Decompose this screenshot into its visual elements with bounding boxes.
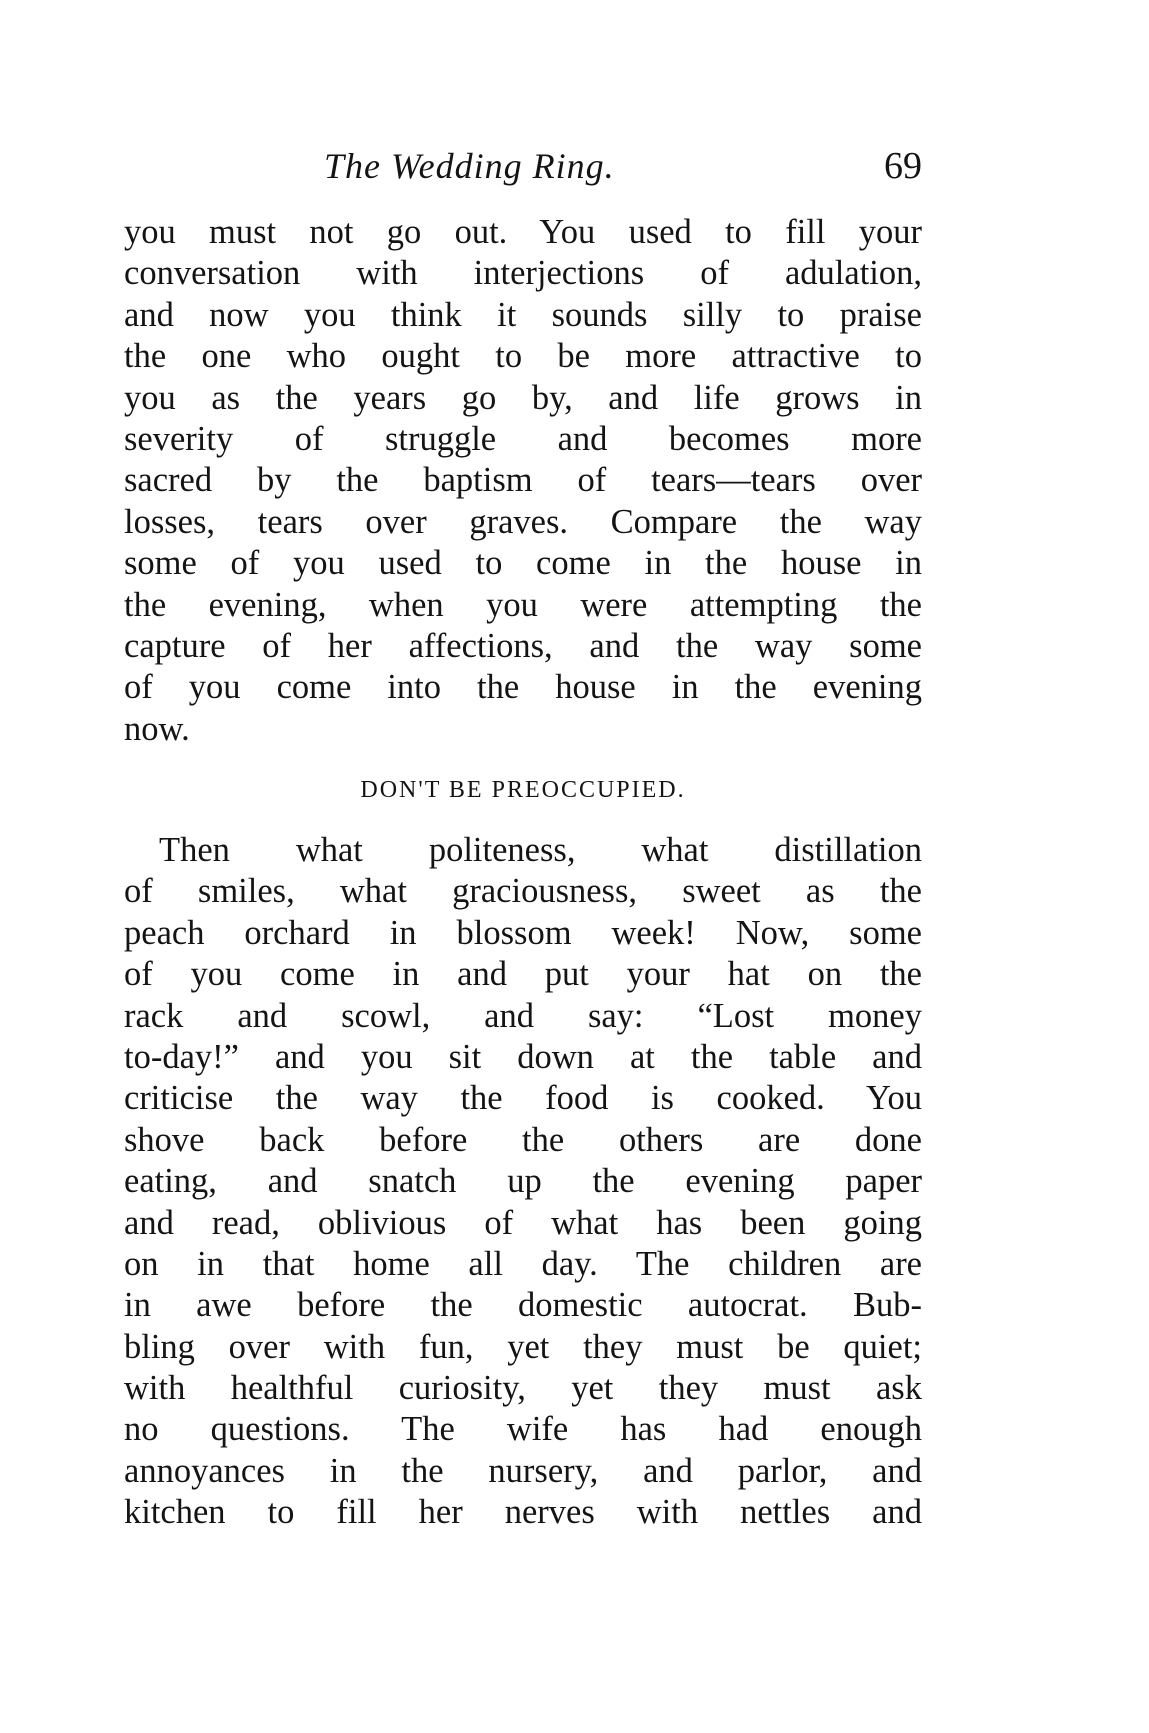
- section-heading: DON'T BE PREOCCUPIED.: [360, 777, 686, 803]
- text-line: you must not go out. You used to fill your: [124, 213, 922, 251]
- text-line: no questions. The wife has had enough: [124, 1410, 922, 1449]
- text-line: eating, and snatch up the evening paper: [124, 1162, 922, 1201]
- text-line: bling over with fun, yet they must be quiet;: [124, 1327, 922, 1366]
- text-line: you as the years go by, and life grows in: [124, 378, 922, 417]
- text-line: shove back before the others are done: [124, 1120, 922, 1159]
- text-line: of you come into the house in the evening: [124, 668, 922, 707]
- text-line: of smiles, what graciousness, sweet as the: [124, 872, 922, 911]
- text-line: and read, oblivious of what has been going: [124, 1203, 922, 1242]
- text-line: peach orchard in blossom week! Now, some: [124, 913, 922, 952]
- page-number: 69: [884, 145, 922, 187]
- text-line: with healthful curiosity, yet they must ask: [124, 1369, 922, 1408]
- paragraph-2: [124, 830, 922, 1534]
- text-line: in awe before the domestic autocrat. Bub-: [124, 1286, 922, 1325]
- text-line: and now you think it sounds silly to praise: [124, 295, 922, 334]
- text-line: on in that home all day. The children are: [124, 1244, 922, 1283]
- text-line: annoyances in the nursery, and parlor, and: [124, 1451, 922, 1490]
- paragraph-1: [124, 212, 922, 750]
- running-title: The Wedding Ring.: [324, 146, 615, 186]
- text-line: severity of struggle and becomes more: [124, 419, 922, 458]
- text-line: to-day!” and you sit down at the table and: [124, 1037, 922, 1076]
- text-line: some of you used to come in the house in: [124, 544, 922, 583]
- text-line: of you come in and put your hat on the: [124, 955, 922, 994]
- text-line: now.: [124, 709, 190, 748]
- running-head: [124, 140, 922, 192]
- text-line: kitchen to fill her nerves with nettles and: [124, 1493, 922, 1532]
- text-line: losses, tears over graves. Compare the way: [124, 502, 922, 541]
- text-line: Then what politeness, what distillation: [159, 831, 922, 869]
- text-line: the evening, when you were attempting the: [124, 585, 922, 624]
- text-line: sacred by the baptism of tears—tears over: [124, 461, 922, 500]
- text-line: capture of her affections, and the way some: [124, 626, 922, 665]
- text-line: conversation with interjections of adulation,: [124, 254, 922, 293]
- text-line: rack and scowl, and say: “Lost money: [124, 996, 922, 1035]
- text-line: criticise the way the food is cooked. You: [124, 1079, 922, 1118]
- text-line: the one who ought to be more attractive to: [124, 337, 922, 376]
